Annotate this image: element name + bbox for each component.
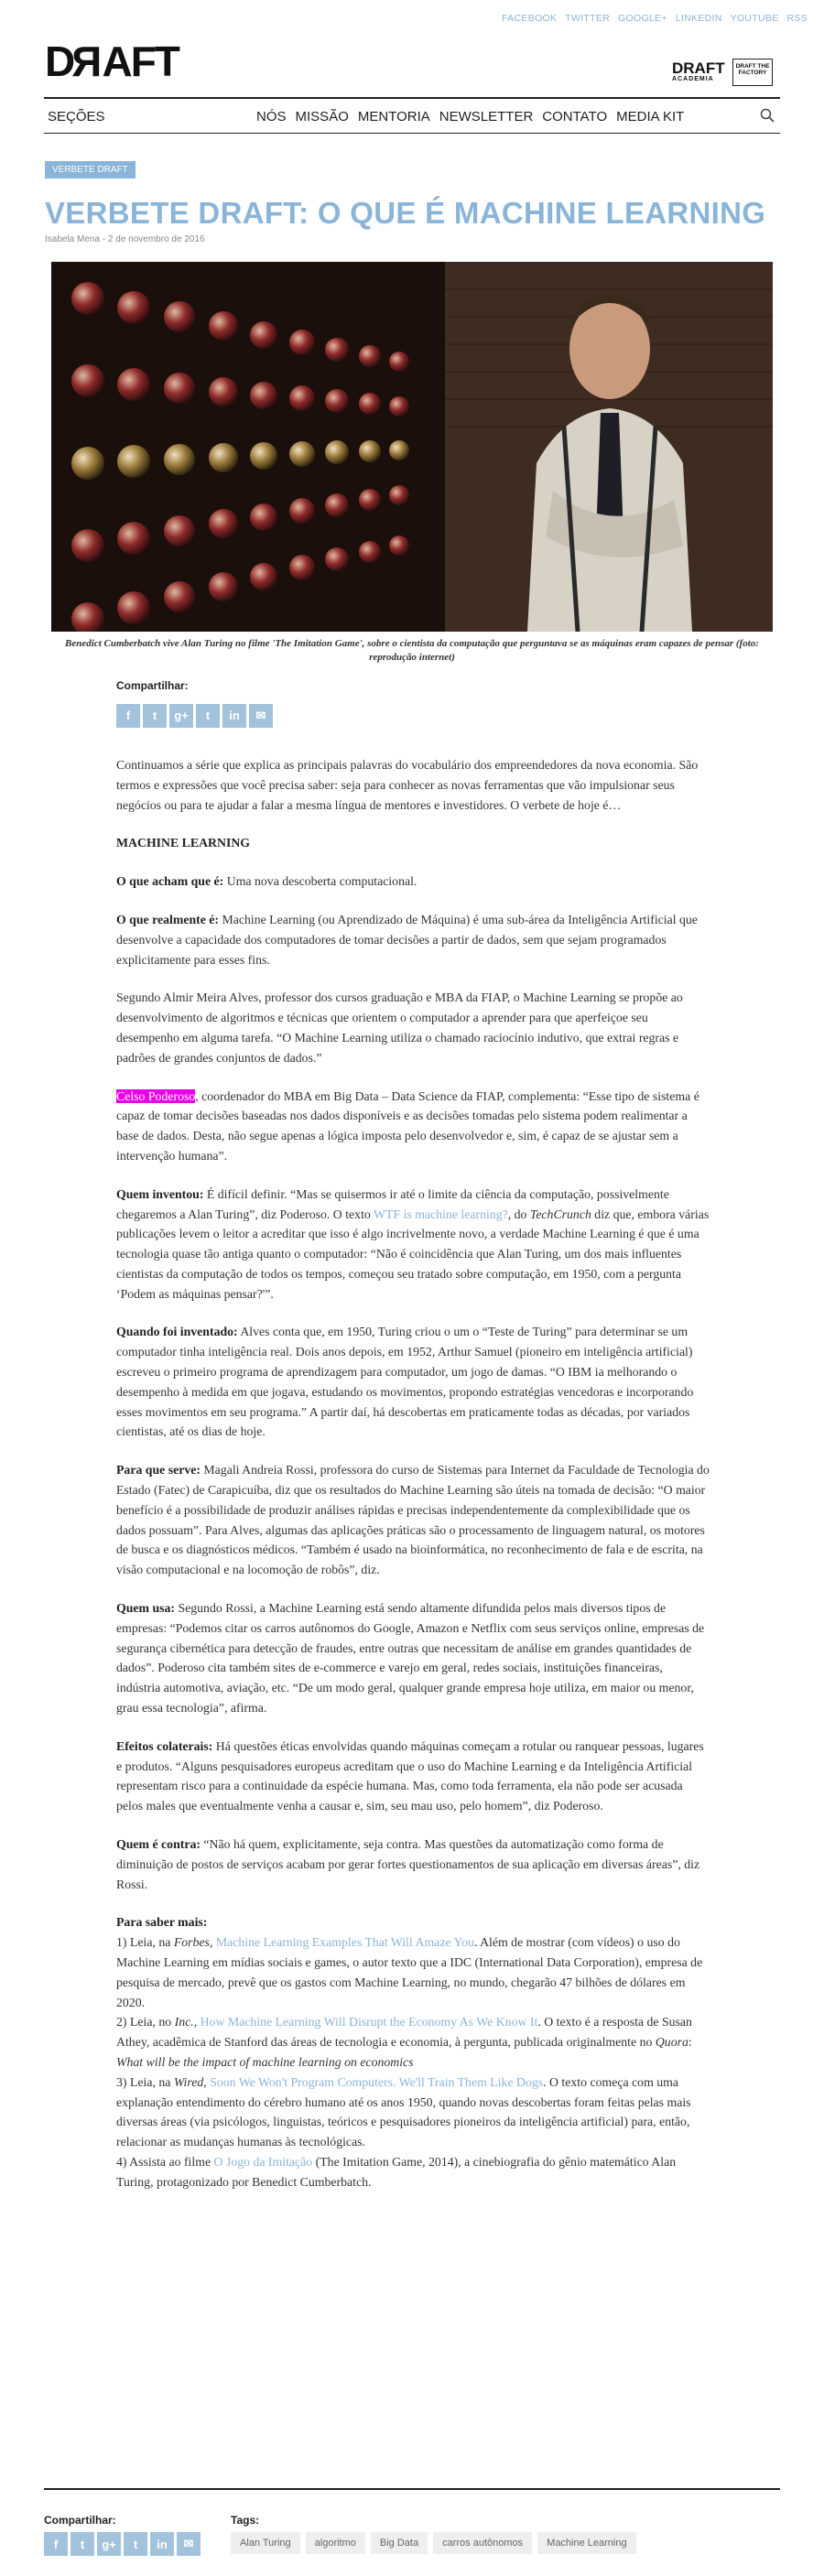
tags-label: Tags: [231, 2514, 260, 2527]
page-title: VERBETE DRAFT: O QUE É MACHINE LEARNING [45, 196, 766, 230]
footer-share [44, 2514, 201, 2556]
linkedin-share-icon[interactable]: in [222, 704, 246, 728]
paragraph-almir: Segundo Almir Meira Alves, professor dos cursos graduação e MBA da FIAP, o Machine Learning se propõe ao desenvolvimento de algoritmos e técnicas que orientem o computador a aprender para que aperfeiçoe seu desempenho em alguma tarefa. “O Machine Learning utiliza o chamado raciocínio indutivo, que extrai regras e padrões de grandes conjuntos de dados.” [116, 990, 683, 1065]
tag-carros-autonomos[interactable]: carros autônomos [433, 2532, 532, 2554]
rss-link[interactable]: RSS [786, 13, 808, 24]
search-icon[interactable] [760, 108, 775, 123]
tag-machine-learning[interactable]: Machine Learning [537, 2532, 635, 2554]
paragraph-quando: Quando foi inventado: Alves conta que, em 1950, Turing criou o um o “Teste de Turing” para determinar se um computador tinha inteligência real. Dois anos depois, em 1952, Arthur Samuel (pioneiro em inteligência artificial) escreveu o primeiro programa de aprendizagem para computador, um jogo de damas. “O IBM ia melhorando o desempenho à medida em que jogava, estudando os movimentos, propondo estratégias vencedoras e incorporando esses movimentos em seu programa.” A partir daí, há descobertas em praticamente todas as décadas, por variados cientistas, até os dias de hoje. [116, 1325, 694, 1439]
paragraph-serve: Para que serve: Magali Andreia Rossi, professora do curso de Sistemas para Internet da Faculdade de Tecnologia do Estado (Fatec) de Carapicuíba, diz que os resultados do Machine Learning são úteis na tomada de decisão: “O maior benefício é a possibilidade de produzir análises rápidas e precisas independentemente da complexibilidade que os dados possuam”. Para Alves, algumas das aplicações práticas são o processamento de linguagem natural, os motores de busca e os diagnósticos médicos. “Também é usado na bioinformática, no reconhecimento de fala e de escrita, na visão computacional e na locomoção de robôs”, diz. [116, 1463, 710, 1577]
paragraph-saber-mais: Para saber mais: 1) Leia, na Forbes, Machine Learning Examples That Will Amaze You. Além de mostrar (com vídeos) o uso do Machine Learning em mídias sociais e games, o autor texto que a IDC (International Data Corporation), empresa de pesquisa de mercado, prevê que os gastos com Machine Learning, no mundo, chegarão 47 bilhões de dólares em 2020. 2) Leia, no Inc., How Machine Learning Will Disrupt the Economy As We Know It. O texto é a resposta de Susan Athey, acadêmica de Stanford das áreas de tecnologia e economia, à pergunta, publicada originalmente no Quora: What will be the impact of machine learning on economics 3) Leia, na Wired, Soon We Won't Program Computers. We'll Train Them Like Dogs. O texto começa com uma explanação entendimento do cérebro humano até os anos 1950, quando novas descobertas foram feitas pelas mais diversas áreas (via psicólogos, linguistas, teóricos e pesquisadores pioneiros da inteligência artificial) para, então, relacionar as mudanças humanas às tecnológicas. 4) Assista ao filme O Jogo da Imitação (The Imitation Game, 2014), a cinebiografia do gênio matemático Alan Turing, protagonizado por Benedict Cumberbatch. [116, 1915, 703, 2189]
section-heading: MACHINE LEARNING [116, 836, 251, 850]
paragraph-acham: O que acham que é: Uma nova descoberta computacional. [116, 874, 417, 889]
twitter-share-icon[interactable]: t [143, 704, 167, 728]
inc-link[interactable]: How Machine Learning Will Disrupt the Economy As We Know It [200, 2015, 538, 2029]
youtube-link[interactable]: YOUTUBE [730, 13, 779, 24]
secoes-menu-button[interactable]: SEÇÕES [48, 109, 105, 124]
tag-alan-turing[interactable]: Alan Turing [231, 2532, 300, 2554]
twitter-share-icon[interactable]: t [70, 2532, 94, 2556]
forbes-link[interactable]: Machine Learning Examples That Will Amaze You [215, 1935, 474, 1950]
hero-image [51, 262, 773, 632]
footer-share-label: Compartilhar: [44, 2514, 116, 2527]
article-body [116, 677, 710, 2211]
share-icons [116, 704, 710, 728]
category-badge[interactable]: VERBETE DRAFT [45, 161, 136, 179]
googleplus-share-icon[interactable]: g+ [169, 704, 193, 728]
linkedin-share-icon[interactable]: in [150, 2532, 174, 2556]
wired-link[interactable]: Soon We Won't Program Computers. We'll Train Them Like Dogs [210, 2074, 544, 2089]
paragraph-inventou: Quem inventou: É difícil definir. “Mas se quisermos ir até o limite da ciência da computação, possivelmente chegaremos a Alan Turing”, diz Poderoso. O texto WTF is machine learning?, do TechCrunch diz que, embora várias publicações levem o leitor a acreditar que isso é algo incrivelmente novo, a verdade Machine Learning é que é uma tecnologia quase tão antiga quanto o computador: “Não é coincidência que Alan Turing, um dos mais influentes cientistas da computação de todos os tempos, começou seu tratado sobre computação, em 1950, com a pergunta ‘Podem as máquinas pensar?'”. [116, 1186, 710, 1301]
nav-menu [256, 109, 684, 124]
tumblr-share-icon[interactable]: t [196, 704, 220, 728]
share-label: Compartilhar: [116, 679, 189, 692]
highlighted-name: Celso Poderoso [116, 1088, 196, 1103]
paragraph-realmente: O que realmente é: Machine Learning (ou Aprendizado de Máquina) é uma sub-área da Inteligência Artificial que desenvolve a capacidade dos computadores de tomar decisões a partir de dados, sem que sejam programados explicitamente para esses fins. [116, 912, 698, 967]
twitter-link[interactable]: TWITTER [565, 13, 611, 24]
nav-item-contato[interactable]: CONTATO [542, 109, 608, 124]
intro-paragraph: Continuamos a série que explica as principais palavras do vocabulário dos empreendedores da nova economia. São termos e expressões que você precisa saber: seja para conhecer as novas ferramentas que vão impulsionar seus negócios ou para te ajudar a falar a mesma língua de mentores e investidores. O verbete de hoje é… [116, 757, 699, 812]
paragraph-contra: Quem é contra: “Não há quem, explicitamente, seja contra. Mas questões da automatização como forma de diminuição de postos de serviços acabam por gerar fortes questionamentos de sua aplicação em diversas áreas”, diz Rossi. [116, 1837, 700, 1891]
main-navbar [44, 97, 780, 134]
article-meta: Isabela Mena - 2 de novembro de 2016 [45, 234, 205, 244]
draft-the-factory-logo[interactable]: DRAFT THE FACTORY [732, 59, 773, 86]
imitation-game-link[interactable]: O Jogo da Imitação [213, 2154, 313, 2169]
facebook-share-icon[interactable]: f [116, 704, 140, 728]
facebook-share-icon[interactable]: f [44, 2532, 68, 2556]
tag-list [231, 2532, 636, 2554]
googleplus-link[interactable]: GOOGLE+ [618, 13, 667, 24]
article-footer [44, 2488, 780, 2551]
nav-item-nos[interactable]: NÓS [256, 109, 287, 124]
top-social-links [502, 13, 808, 24]
tag-big-data[interactable]: Big Data [371, 2532, 428, 2554]
paragraph-efeitos: Efeitos colaterais: Há questões éticas envolvidas quando máquinas começam a rotular ou ranquear pessoas, lugares e produtos. “Alguns pesquisadores europeus acreditam que o uso do Machine Learning e da Inteligência Artificial representam risco para a continuidade da espécie humana. Mas, como toda ferramenta, ela não pode ser acusada pelos males que eventualmente venha a causar e, sim, seu mau uso, pelo homem”, diz Poderoso. [116, 1738, 704, 1813]
nav-item-mentoria[interactable]: MENTORIA [357, 109, 430, 124]
email-share-icon[interactable]: ✉ [249, 704, 273, 728]
paragraph-usa: Quem usa: Segundo Rossi, a Machine Learning está sendo altamente difundida pelos mais diversos tipos de empresas: “Podemos citar os carros autônomos do Google, Amazon e Netflix com seus serviços online, empresas de segurança cibernética para detecção de fraudes, entre outras que necessitam de análise em grandes quantidades de dados”. Poderoso cita também sites de e-commerce e varejo em geral, redes sociais, instituições financeiras, indústria automotiva, aviação, etc. “De um modo geral, qualquer grande empresa hoje utiliza, em maior ou menor, grau essa tecnologia”, afirma. [116, 1601, 705, 1716]
nav-item-newsletter[interactable]: NEWSLETTER [439, 109, 534, 124]
footer-tags [231, 2514, 636, 2554]
email-share-icon[interactable]: ✉ [177, 2532, 201, 2556]
facebook-link[interactable]: FACEBOOK [502, 13, 558, 24]
image-caption: Benedict Cumberbatch vive Alan Turing no filme 'The Imitation Game', sobre o cientista da computação que perguntava se as máquinas eram capazes de pensar (foto: reprodução internet) [65, 638, 759, 664]
googleplus-share-icon[interactable]: g+ [97, 2532, 121, 2556]
nav-item-media-kit[interactable]: MEDIA KIT [616, 109, 685, 124]
tumblr-share-icon[interactable]: t [124, 2532, 147, 2556]
paragraph-celso: Celso Poderoso, coordenador do MBA em Big Data – Data Science da FIAP, complementa: “Esse tipo de sistema é capaz de tomar decisões baseadas nos dados disponíveis e as decisões tomadas pelo sistema podem realimentar a base de dados. Desta, não segue apenas a lógica imposta pelo desenvolvedor e, sim, é capaz de se ajustar sem a intervenção humana”. [116, 1088, 699, 1163]
draft-academia-logo[interactable]: DRAFT ACADEMIA [672, 60, 725, 82]
draft-logo[interactable]: DRAFT [45, 38, 179, 85]
wtf-machine-learning-link[interactable]: WTF is machine learning? [374, 1207, 508, 1221]
tag-algoritmo[interactable]: algoritmo [306, 2532, 365, 2554]
nav-item-missao[interactable]: MISSÃO [295, 109, 349, 124]
linkedin-link[interactable]: LINKEDIN [675, 13, 722, 24]
footer-share-icons [44, 2532, 201, 2556]
